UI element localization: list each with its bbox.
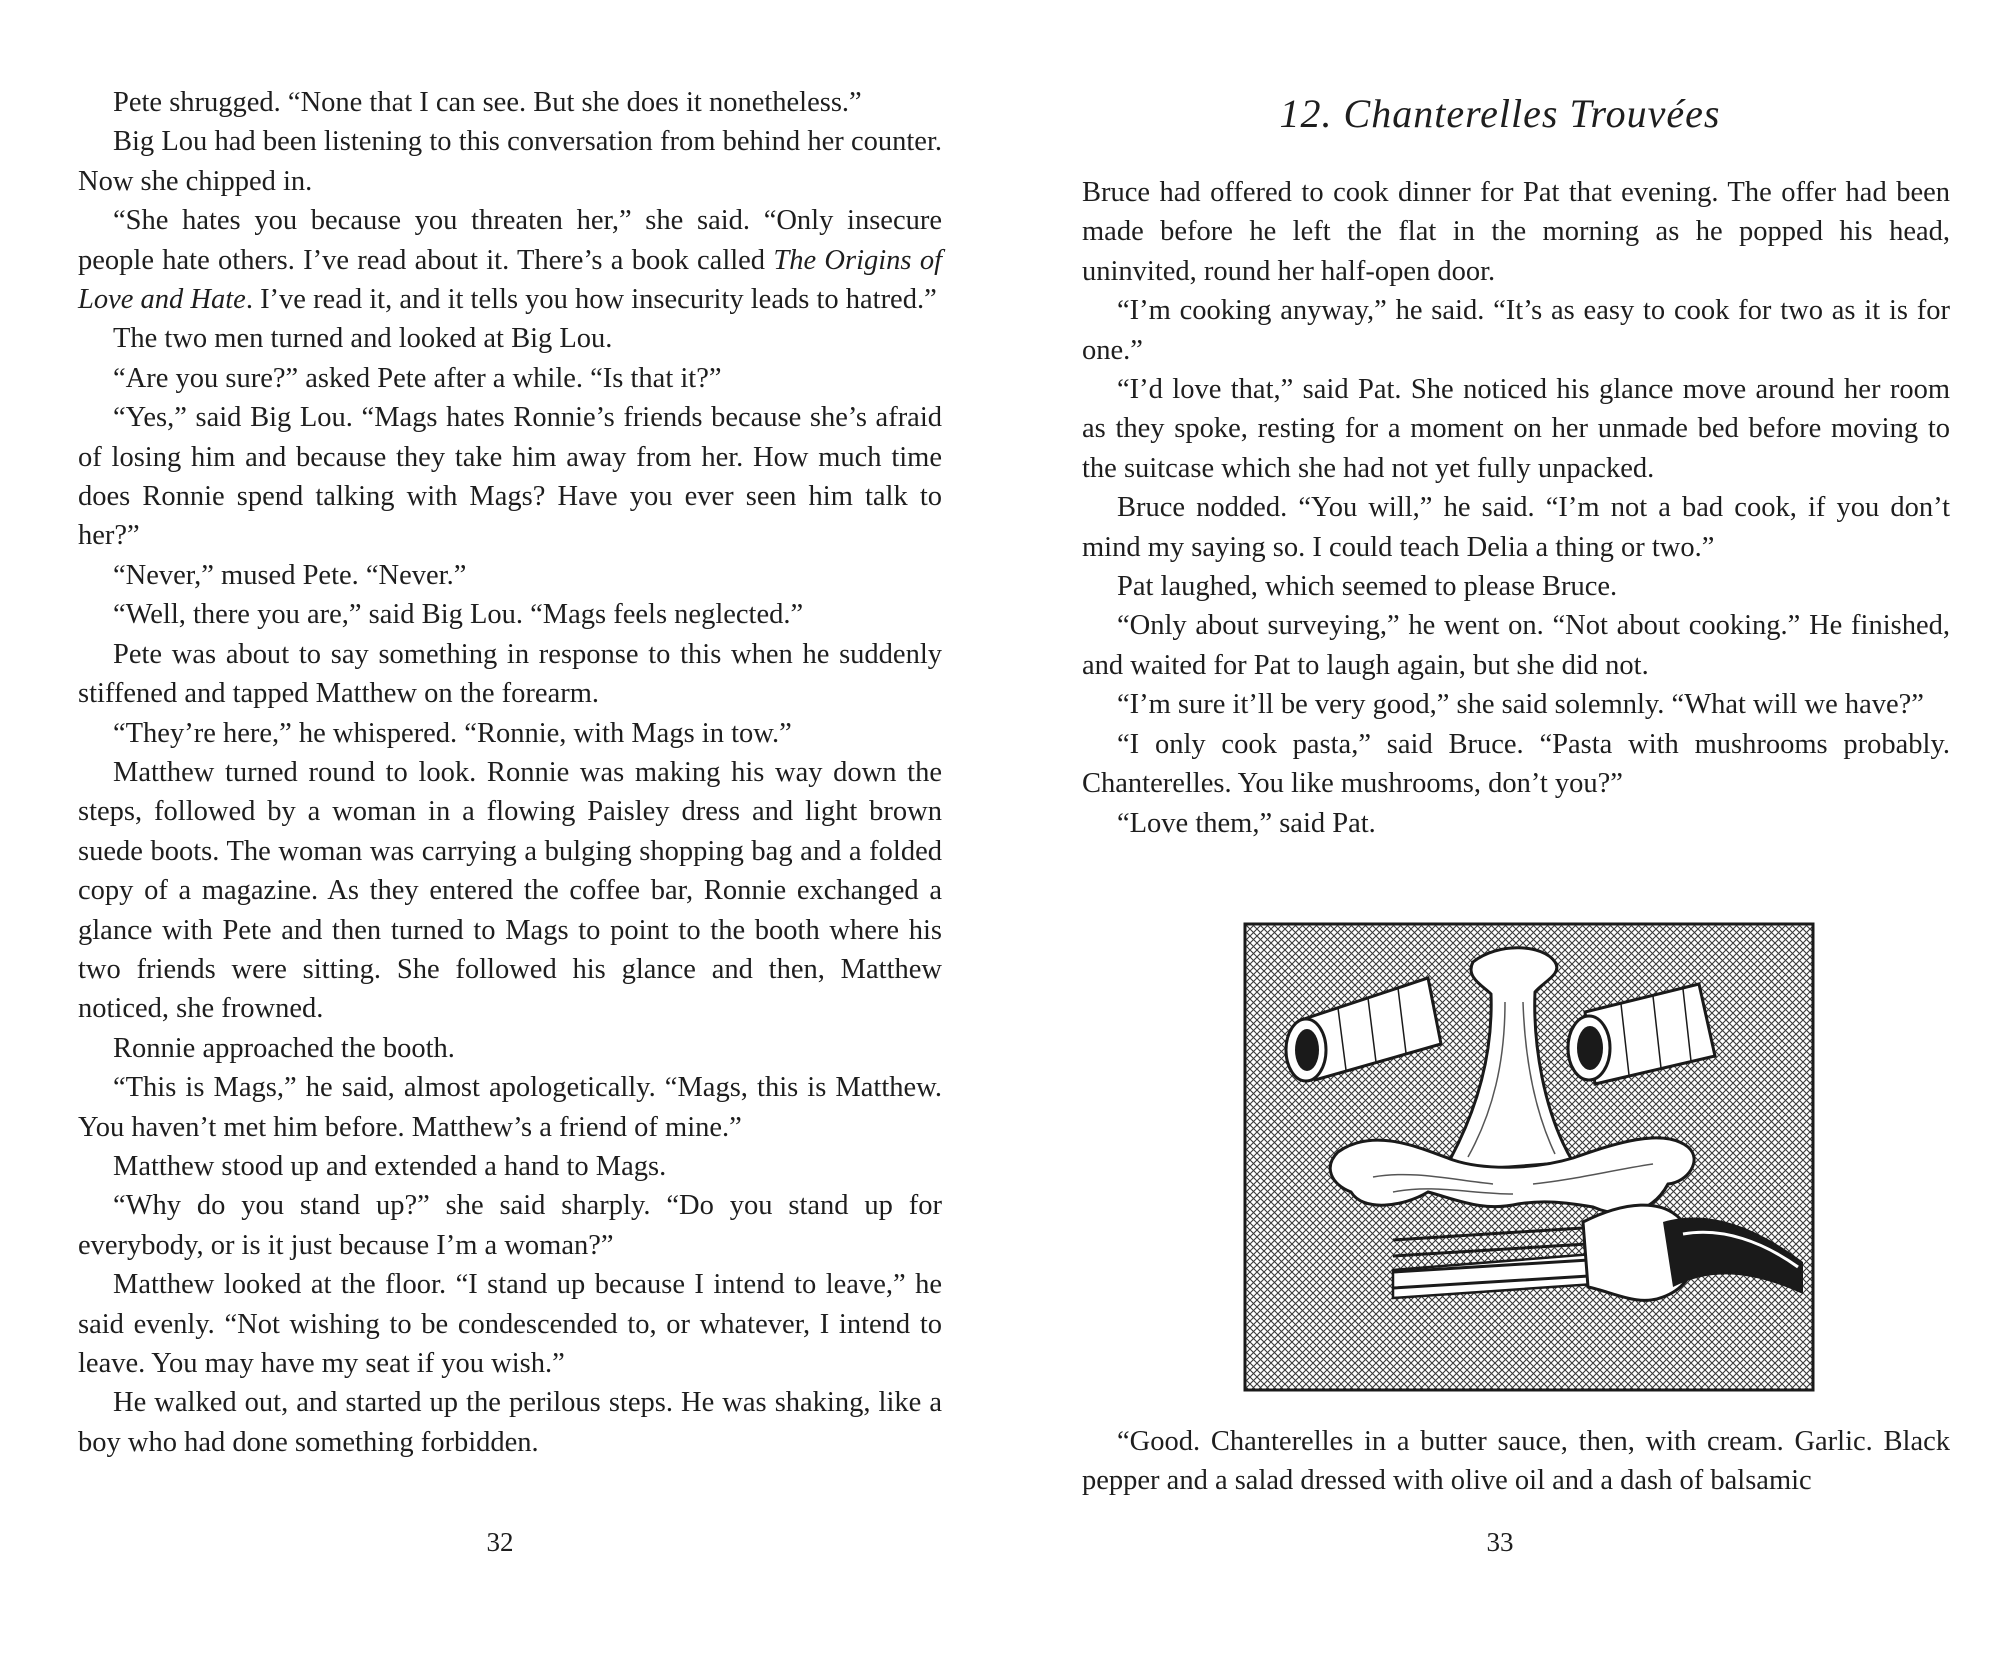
paragraph — [1082, 685, 1950, 724]
paragraph — [1082, 173, 1950, 291]
text-run: “Love them,” said Pat. — [1117, 807, 1376, 839]
text-run: “Only about surveying,” he went on. “Not about cooking.” He finished, and waited for Pat to laugh again, but she did not. — [1082, 610, 1950, 681]
text-run: The two men turned and looked at Big Lou. — [113, 323, 613, 355]
page-number-right: 33 — [1486, 1527, 1514, 1557]
text-run: Matthew turned round to look. Ronnie was making his way down the steps, followed by a woman in a flowing Paisley dress and light brown suede boots. The woman was carrying a bulging shopping bag and a folded copy of a magazine. As they entered the coffee bar, Ronnie exchanged a glance with Pete and then turned to Mags to point to the booth where his two friends were sitting. She followed his glance and then, Matthew noticed, she frowned. — [78, 756, 942, 1025]
paragraph — [78, 1147, 942, 1186]
text-run: “She hates you because you threaten her,” she said. “Only insecure people hate others. I’ve read about it. There’s a book called — [78, 205, 942, 276]
chapter-title: 12. Chanterelles Trouvées — [1279, 91, 1721, 136]
text-run: Bruce nodded. “You will,” he said. “I’m not a bad cook, if you don’t mind my saying so. I could teach Delia a thing or two.” — [1082, 492, 1950, 563]
paragraph — [78, 319, 942, 358]
right-page-body-bottom — [1082, 1422, 1950, 1501]
text-run: Ronnie approached the booth. — [113, 1032, 455, 1064]
paragraph — [78, 122, 942, 201]
text-run: Pat laughed, which seemed to please Bruce. — [1117, 571, 1618, 603]
text-run: “They’re here,” he whispered. “Ronnie, with Mags in tow.” — [113, 717, 792, 749]
paragraph — [78, 83, 942, 122]
paragraph — [78, 201, 942, 319]
paragraph — [78, 1186, 942, 1265]
text-run: . I’ve read it, and it tells you how insecurity leads to hatred.” — [245, 284, 937, 316]
paragraph — [1082, 804, 1950, 843]
text-run: He walked out, and started up the perilous steps. He was shaking, like a boy who had done something forbidden. — [78, 1387, 942, 1458]
text-run: “This is Mags,” he said, almost apologetically. “Mags, this is Matthew. You haven’t met him before. Matthew’s a friend of mine.” — [78, 1072, 942, 1143]
paragraph — [1082, 725, 1950, 804]
text-run: Big Lou had been listening to this conversation from behind her counter. Now she chipped in. — [78, 126, 942, 197]
paragraph — [78, 398, 942, 556]
text-run: Bruce had offered to cook dinner for Pat that evening. The offer had been made before he left the flat in the morning as he popped his head, uninvited, round her half-open door. — [1082, 177, 1950, 287]
text-run: Pete shrugged. “None that I can see. But she does it nonetheless.” — [113, 87, 862, 118]
paragraph — [78, 359, 942, 398]
paragraph — [1082, 1422, 1950, 1501]
text-run: “Why do you stand up?” she said sharply. “Do you stand up for everybody, or is it just because I’m a woman?” — [78, 1190, 942, 1261]
text-run: “I’m sure it’ll be very good,” she said solemnly. “What will we have?” — [1117, 689, 1924, 721]
pasta-face-illustration — [1243, 922, 1815, 1392]
paragraph — [78, 714, 942, 753]
text-run: “Are you sure?” asked Pete after a while. “Is that it?” — [113, 362, 722, 394]
right-page — [1000, 0, 2000, 1655]
left-page-body — [78, 83, 942, 1462]
paragraph — [78, 635, 942, 714]
text-run: “I’m cooking anyway,” he said. “It’s as easy to cook for two as it is for one.” — [1082, 295, 1950, 366]
paragraph — [1082, 567, 1950, 606]
text-run: “Good. Chanterelles in a butter sauce, then, with cream. Garlic. Black pepper and a salad dressed with olive oil and a dash of balsamic — [1082, 1426, 1950, 1497]
text-run: “Well, there you are,” said Big Lou. “Mags feels neglected.” — [113, 599, 804, 631]
paragraph — [1082, 488, 1950, 567]
italic-title: The Origins of Love and Hate — [78, 244, 942, 316]
text-run: “Yes,” said Big Lou. “Mags hates Ronnie’s friends because she’s afraid of losing him and because they take him away from her. How much time does Ronnie spend talking with Mags? Have you ever seen him talk to her?” — [78, 402, 942, 552]
paragraph — [78, 1383, 942, 1462]
paragraph — [78, 556, 942, 595]
text-run: “I only cook pasta,” said Bruce. “Pasta with mushrooms probably. Chanterelles. You like mushrooms, don’t you?” — [1082, 728, 1950, 800]
text-run: Matthew looked at the floor. “I stand up because I intend to leave,” he said evenly. “Not wishing to be condescended to, or whatever, I intend to leave. You may have my seat if you wish.” — [78, 1269, 942, 1379]
right-page-body-top — [1082, 173, 1950, 843]
paragraph — [1082, 291, 1950, 370]
paragraph — [1082, 370, 1950, 488]
page-number-left: 32 — [486, 1527, 514, 1557]
paragraph — [1082, 606, 1950, 685]
paragraph — [78, 1265, 942, 1383]
paragraph — [78, 595, 942, 634]
paragraph — [78, 1068, 942, 1147]
text-run: “Never,” mused Pete. “Never.” — [113, 559, 467, 591]
paragraph — [78, 753, 942, 1029]
text-run: Matthew stood up and extended a hand to Mags. — [113, 1150, 667, 1182]
paragraph — [78, 1029, 942, 1068]
text-run: “I’d love that,” said Pat. She noticed his glance move around her room as they spoke, resting for a moment on her unmade bed before moving to the suitcase which she had not yet fully unpacked. — [1082, 374, 1950, 484]
text-run: Pete was about to say something in response to this when he suddenly stiffened and tapped Matthew on the forearm. — [78, 638, 942, 710]
